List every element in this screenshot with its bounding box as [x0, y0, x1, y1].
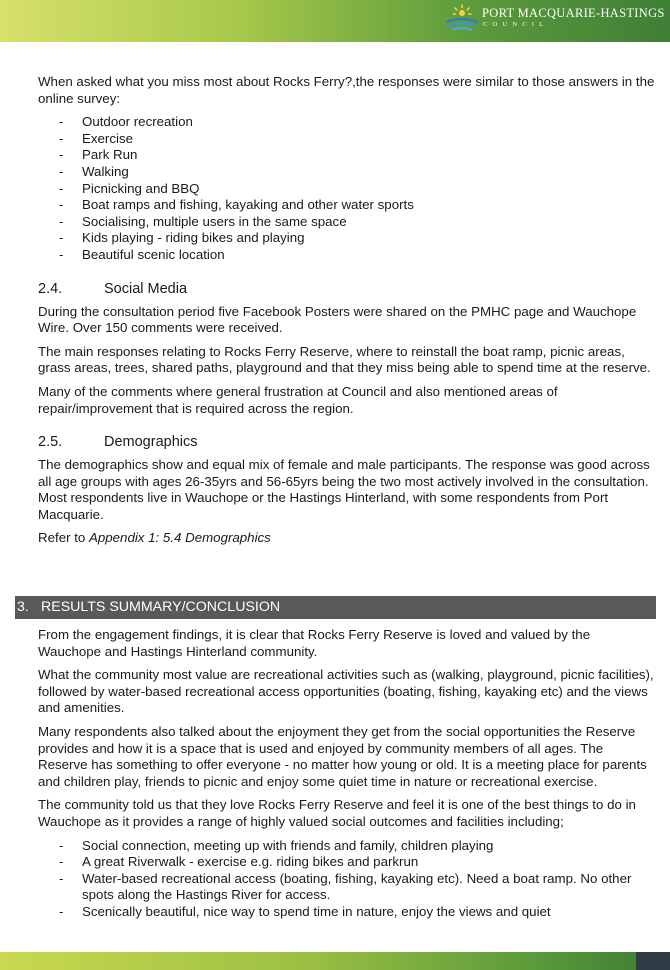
section-number: 3. — [17, 599, 29, 615]
reference-prefix: Refer to — [38, 530, 89, 546]
intro-paragraph — [38, 74, 656, 107]
list-dash: - — [59, 180, 64, 196]
list-dash: - — [59, 854, 64, 870]
social-media-paragraph: The main responses relating to Rocks Ferry Reserve, where to reinstall the boat ramp, picnic areas, grass areas, trees, shared paths, playground and that they miss being able to spend time at the reserve. — [38, 343, 651, 376]
demographics-reference — [38, 530, 656, 547]
list-dash: - — [59, 230, 64, 246]
list-item — [38, 854, 656, 871]
list-item — [38, 114, 656, 131]
list-item — [38, 147, 656, 164]
list-dash: - — [59, 147, 64, 163]
list-item-text: Social connection, meeting up with friends and family, children playing — [82, 837, 494, 853]
list-item — [38, 230, 656, 247]
list-item-text: Socialising, multiple users in the same space — [82, 213, 347, 229]
list-dash: - — [59, 870, 64, 886]
list-dash: - — [59, 213, 64, 229]
appendix-reference: Appendix 1: 5.4 Demographics — [89, 530, 271, 546]
list-item — [38, 871, 656, 904]
intro-question: what you miss most about Rocks Ferry — [115, 74, 345, 89]
council-logo — [482, 2, 665, 38]
list-item — [38, 214, 656, 231]
results-list — [38, 838, 656, 921]
results-paragraph: The community told us that they love Rocks Ferry Reserve and feel it is one of the best things to do in Wauchope as it provides a range of highly valued social outcomes and facilities including; — [38, 797, 636, 829]
miss-list — [38, 114, 656, 263]
list-item-text: Scenically beautiful, nice way to spend time in nature, enjoy the views and quiet — [82, 903, 551, 919]
logo-sun-icon — [444, 4, 480, 34]
section-title: RESULTS SUMMARY/CONCLUSION — [41, 599, 281, 615]
page-number-box — [636, 952, 670, 970]
list-dash: - — [59, 114, 64, 130]
list-item-text: A great Riverwalk - exercise e.g. riding bikes and parkrun — [82, 854, 419, 870]
heading-number: 2.4. — [38, 280, 63, 297]
list-item — [38, 838, 656, 855]
list-dash: - — [59, 163, 64, 179]
list-item — [38, 164, 656, 181]
list-dash: - — [59, 246, 64, 262]
social-media-paragraph: Many of the comments where general frustration at Council and also mentioned areas of repair/improvement that is required across the region. — [38, 383, 558, 416]
list-item-text: Boat ramps and fishing, kayaking and other water sports — [82, 197, 414, 213]
social-media-heading — [38, 280, 656, 298]
list-item — [38, 197, 656, 214]
results-paragraph: From the engagement findings, it is clear that Rocks Ferry Reserve is loved and valued by the Wauchope and Hastings Hinterland community. — [38, 627, 591, 659]
list-item — [38, 247, 656, 264]
page-body-results — [38, 627, 656, 928]
page-header-band — [0, 0, 670, 42]
list-item-text: Park Run — [82, 147, 138, 163]
list-item — [38, 131, 656, 148]
list-item-text: Kids playing - riding bikes and playing — [82, 230, 305, 246]
results-paragraph: What the community most value are recreational activities such as (walking, playground, picnic facilities), followed by water-based recreational access opportunities (boating, fishing, kayaking etc) and the views and amenities. — [38, 667, 654, 716]
results-section-header — [15, 596, 656, 619]
list-item-text: Outdoor recreation — [82, 114, 193, 130]
page-footer-band — [0, 952, 670, 970]
list-item — [38, 904, 656, 921]
heading-number: 2.5. — [38, 434, 63, 451]
logo-title: PORT MACQUARIE-HASTINGS — [482, 6, 665, 20]
intro-prefix: When asked — [38, 74, 116, 89]
heading-title: Social Media — [104, 280, 188, 297]
results-paragraph: Many respondents also talked about the enjoyment they get from the social opportunities the Reserve provides and how it is a space that is used and enjoyed by community members of all ages. The Reserve has something to offer everyone - no matter how young or old. It is a meeting place for parents and children play, friends to picnic and enjoy some quiet time in nature or recreational exercise. — [38, 723, 647, 789]
list-dash: - — [59, 837, 64, 853]
intro-suffix: ?,the responses were similar to those answers in the online survey: — [38, 74, 655, 106]
demographics-heading — [38, 433, 656, 451]
social-media-paragraph: During the consultation period five Facebook Posters were shared on the PMHC page and Wauchope Wire. Over 150 comments were received. — [38, 303, 637, 336]
page-body-top — [38, 74, 656, 554]
logo-subtitle: COUNCIL — [483, 21, 549, 28]
list-item-text: Beautiful scenic location — [82, 246, 225, 262]
list-item-text: Walking — [82, 163, 129, 179]
list-dash: - — [59, 903, 64, 919]
list-item-text: Picnicking and BBQ — [82, 180, 200, 196]
list-item-text: Exercise — [82, 130, 133, 146]
list-item-text: Water-based recreational access (boating, fishing, kayaking etc). Need a boat ramp. No other spots along the Hastings River for access. — [82, 870, 632, 903]
demographics-paragraph: The demographics show and equal mix of female and male participants. The response was good across all age groups with ages 26-35yrs and 56-65yrs being the two most actively involved in the consultation. Most respondents live in Wauchope or the Hastings Hinterland, with some respondents from Port Macquarie. — [38, 457, 650, 522]
list-dash: - — [59, 130, 64, 146]
list-item — [38, 181, 656, 198]
list-dash: - — [59, 197, 64, 213]
heading-title: Demographics — [104, 434, 198, 451]
